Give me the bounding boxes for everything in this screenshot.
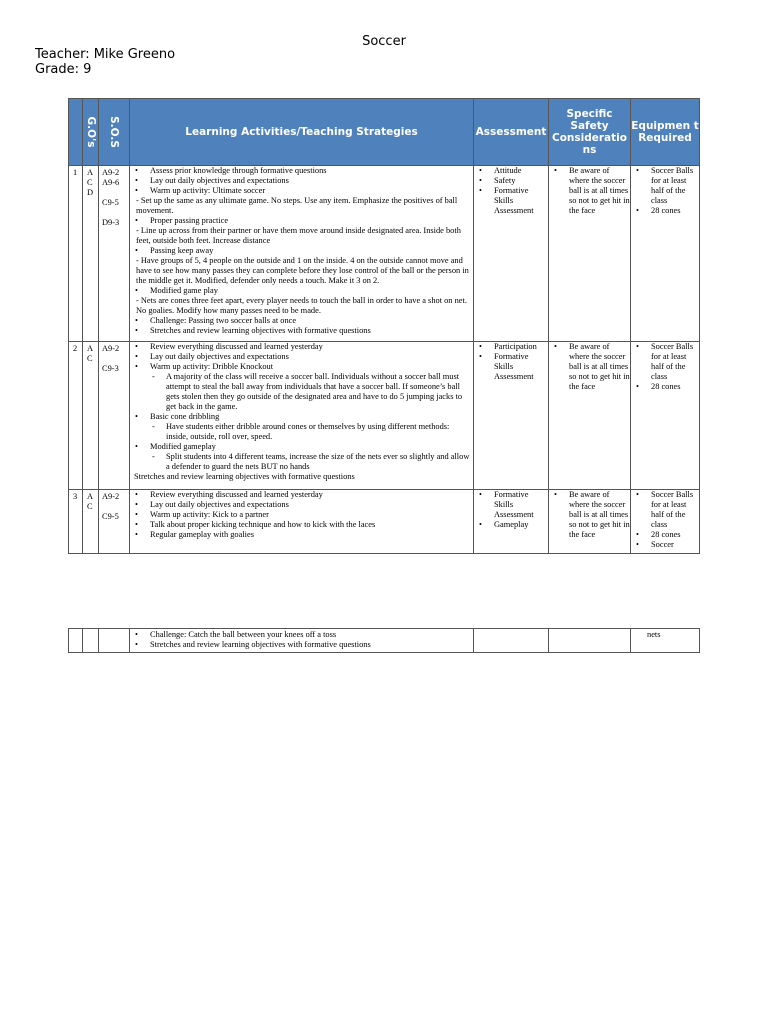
slo-item	[102, 502, 128, 512]
activity-item: • Proper passing practice	[130, 216, 473, 226]
equipment-cell	[631, 342, 700, 490]
assessment-item: • Formative Skills Assessment	[474, 352, 548, 382]
equipment-item: • Soccer	[631, 540, 699, 550]
assessment-item: • Formative Skills Assessment	[474, 186, 548, 216]
assessment-cell	[474, 342, 549, 490]
list-item: • Stretches and review learning objectives with formative questions	[130, 640, 473, 650]
row-number-cell	[69, 342, 83, 490]
equipment-cell	[631, 166, 700, 342]
equipment-item: • Soccer Balls for at least half of the class	[631, 490, 699, 530]
assessment-item: • Gameplay	[474, 520, 548, 530]
slo-item: C9-5	[102, 512, 119, 521]
assessment-item: • Safety	[474, 176, 548, 186]
activity-item: • Modified gameplay	[130, 442, 473, 452]
slo-item: A9-2	[102, 344, 120, 353]
slo-item	[102, 208, 128, 218]
safety-item: • Be aware of where the soccer ball is at all times so not to get hit in the face	[549, 166, 630, 216]
activity-item: - Set up the same as any ultimate game. No steps. Use any item. Emphasize the positives of ball movement.	[136, 196, 458, 215]
slo-item	[102, 354, 128, 364]
page-title: Soccer	[362, 34, 406, 49]
activities-cell	[130, 490, 474, 554]
activities-cell	[130, 342, 474, 490]
activity-item: • Review everything discussed and learned yesterday	[130, 342, 473, 352]
cont-activities-cell	[130, 629, 474, 653]
activity-item: • Modified game play	[130, 286, 473, 296]
header-safety: Specific Safety Consideratio ns	[549, 99, 631, 166]
cont-gos-cell	[83, 629, 99, 653]
gos-cell	[83, 166, 99, 342]
activity-item: • Assess prior knowledge through formative questions	[130, 166, 473, 176]
activity-item: • Basic cone dribbling	[130, 412, 473, 422]
safety-cell	[549, 342, 631, 490]
equipment-item: • Soccer Balls for at least half of the class	[631, 342, 699, 382]
go-item: A	[87, 492, 94, 501]
lesson-plan-table	[68, 98, 700, 554]
activity-item: - Line up across from their partner or have them move around inside designated area. Inside both feet, outside both feet. Increase distance	[136, 226, 461, 245]
table-row	[69, 342, 700, 490]
header-number	[69, 99, 83, 166]
activity-item: - Nets are cones three feet apart, every player needs to touch the ball in order to have a shot on net. No goalies. Modify how many passes need to be made.	[136, 296, 467, 315]
activity-item: • Passing keep away	[130, 246, 473, 256]
activity-item: • Challenge: Passing two soccer balls at once	[130, 316, 473, 326]
slo-item: A9-2	[102, 168, 120, 177]
activity-item: • Warm up activity: Dribble Knockout	[130, 362, 473, 372]
header-row	[69, 99, 700, 166]
teacher-label: Teacher: Mike Greeno	[35, 47, 176, 62]
row-number-cell	[69, 490, 83, 554]
go-item: A	[87, 344, 94, 353]
row-number: 3	[73, 492, 78, 501]
activity-item: - Have students either dribble around cones or themselves by using different methods: inside, outside, roll over, speed.	[130, 422, 473, 442]
equipment-item: • 28 cones	[631, 382, 699, 392]
activity-item: • Lay out daily objectives and expectations	[130, 352, 473, 362]
go-item: C	[87, 354, 93, 363]
assessment-cell	[474, 166, 549, 342]
activity-item: - Have groups of 5, 4 people on the outside and 1 on the inside. 4 on the outside cannot move and have to see how many passes they can complete before they lose control of the ball or the person in the middle get it. Modified, defender only needs a touch. Make it 3 on 2.	[136, 256, 469, 285]
safety-item: • Be aware of where the soccer ball is at all times so not to get hit in the face	[549, 490, 630, 540]
table-row	[69, 166, 700, 342]
list-item: • Challenge: Catch the ball between your knees off a toss	[130, 630, 473, 640]
activity-item: • Warm up activity: Kick to a partner	[130, 510, 473, 520]
activity-item: • Talk about proper kicking technique and how to kick with the laces	[130, 520, 473, 530]
assessment-item: • Attitude	[474, 166, 548, 176]
equipment-item: • 28 cones	[631, 206, 699, 216]
activity-item: Stretches and review learning objectives with formative questions	[134, 472, 355, 481]
header-slos: S.O.S	[99, 99, 130, 166]
go-item: C	[87, 178, 93, 187]
go-item: A	[87, 168, 94, 177]
equipment-item: • 28 cones	[631, 530, 699, 540]
cont-assessment-cell	[474, 629, 549, 653]
slos-cell	[99, 490, 130, 554]
slo-item: D9-3	[102, 218, 120, 227]
gos-cell	[83, 342, 99, 490]
row-number: 1	[73, 168, 78, 177]
activity-item: • Stretches and review learning objectives with formative questions	[130, 326, 473, 336]
row-number-cell	[69, 166, 83, 342]
activity-item: • Lay out daily objectives and expectations	[130, 176, 473, 186]
slo-item: A9-6	[102, 178, 120, 187]
slo-item: A9-2	[102, 492, 120, 501]
safety-item: • Be aware of where the soccer ball is at all times so not to get hit in the face	[549, 342, 630, 392]
go-item: C	[87, 502, 93, 511]
continuation-row	[69, 629, 700, 653]
gos-cell	[83, 490, 99, 554]
grade-label: Grade: 9	[35, 62, 92, 77]
activity-item: • Review everything discussed and learned yesterday	[130, 490, 473, 500]
header-gos: G.O's	[83, 99, 99, 166]
slos-cell	[99, 166, 130, 342]
go-item: D	[87, 188, 94, 197]
slo-item: C9-5	[102, 198, 119, 207]
equipment-item: • Soccer Balls for at least half of the class	[631, 166, 699, 206]
slo-item	[102, 188, 128, 198]
activity-item: • Warm up activity: Ultimate soccer	[130, 186, 473, 196]
activity-item: • Regular gameplay with goalies	[130, 530, 473, 540]
row-number: 2	[73, 344, 78, 353]
safety-cell	[549, 166, 631, 342]
table-row	[69, 490, 700, 554]
cont-safety-cell	[549, 629, 631, 653]
header-assessment: Assessment	[474, 99, 549, 166]
activity-item: - A majority of the class will receive a soccer ball. Individuals without a soccer ball must attempt to steal the ball away from individuals that have a soccer ball. If someone’s ball gets stolen then they go outside of the designated area and have to do 5 jumping jacks to get back in the game.	[130, 372, 473, 412]
assessment-item: • Formative Skills Assessment	[474, 490, 548, 520]
equipment-cell	[631, 490, 700, 554]
assessment-cell	[474, 490, 549, 554]
activity-item: - Split students into 4 different teams, increase the size of the nets ever so slightly and allow a defender to guard the nets BUT no hands	[130, 452, 473, 472]
safety-cell	[549, 490, 631, 554]
header-activities: Learning Activities/Teaching Strategies	[130, 99, 474, 166]
assessment-item: • Participation	[474, 342, 548, 352]
continuation-table	[68, 628, 700, 653]
slo-item: C9-3	[102, 364, 119, 373]
slos-cell	[99, 342, 130, 490]
activity-item: • Lay out daily objectives and expectations	[130, 500, 473, 510]
cont-number-cell	[69, 629, 83, 653]
cont-slos-cell	[99, 629, 130, 653]
cont-equipment-cell: nets	[631, 629, 700, 653]
activities-cell	[130, 166, 474, 342]
header-equipment: Equipmen t Required	[631, 99, 700, 166]
